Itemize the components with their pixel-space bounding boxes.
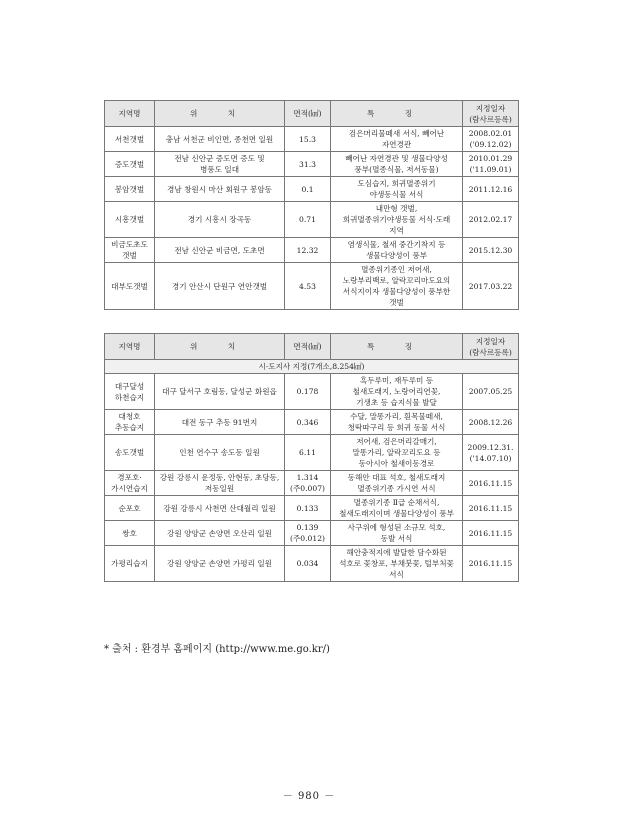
table-row xyxy=(105,374,519,410)
cell-size: 0.178 xyxy=(285,374,331,410)
table-row xyxy=(105,435,519,471)
cell-location: 대전 동구 추동 91번지 xyxy=(155,410,285,435)
cell-size: 12.32 xyxy=(285,238,331,263)
cell-name: 순포호 xyxy=(105,496,155,521)
cell-name: 비금도초도 갯벌 xyxy=(105,238,155,263)
cell-feature: 멸종위기종 Ⅱ급 순채서식, 철새도래지이며 생물다양성이 풍부 xyxy=(331,496,463,521)
cell-date: 2007.05.25 xyxy=(463,374,519,410)
cell-feature: 염생식물, 철새 중간기착지 등 생물다양성이 풍부 xyxy=(331,238,463,263)
table-row xyxy=(105,177,519,202)
cell-name: 대청호 추동습지 xyxy=(105,410,155,435)
cell-size: 0.034 xyxy=(285,546,331,582)
cell-name: 가평리습지 xyxy=(105,546,155,582)
cell-name: 경포호· 가시연습지 xyxy=(105,471,155,496)
cell-date: 2009.12.31. ('14.07.10) xyxy=(463,435,519,471)
header-size: 면적(㎢) xyxy=(285,334,331,360)
cell-size: 31.3 xyxy=(285,152,331,177)
cell-date: 2016.11.15 xyxy=(463,471,519,496)
cell-feature: 내만형 갯벌, 희귀멸종위기야생동물 서식·도래 지역 xyxy=(331,202,463,238)
page-number: － 980 － xyxy=(282,791,336,802)
cell-size: 6.11 xyxy=(285,435,331,471)
table-row xyxy=(105,152,519,177)
cell-location: 경기 안산시 단원구 연안갯벌 xyxy=(155,263,285,310)
table-row xyxy=(105,410,519,435)
table-row xyxy=(105,238,519,263)
cell-name: 대부도갯벌 xyxy=(105,263,155,310)
table-row xyxy=(105,263,519,310)
cell-location: 경기 시흥시 장곡동 xyxy=(155,202,285,238)
cell-date: 2008.02.01 ('09.12.02) xyxy=(463,127,519,152)
cell-name: 대구달성 하천습지 xyxy=(105,374,155,410)
header-location: 위 치 xyxy=(155,101,285,127)
cell-location: 충남 서천군 비인면, 종천면 일원 xyxy=(155,127,285,152)
table-row xyxy=(105,521,519,546)
cell-name: 시흥갯벌 xyxy=(105,202,155,238)
cell-date: 2016.11.15 xyxy=(463,546,519,582)
header-area-name: 지역명 xyxy=(105,334,155,360)
header-size: 면적(㎢) xyxy=(285,101,331,127)
cell-date: 2016.11.15 xyxy=(463,521,519,546)
cell-date: 2017.03.22 xyxy=(463,263,519,310)
cell-name: 봉암갯벌 xyxy=(105,177,155,202)
header-location: 위 치 xyxy=(155,334,285,360)
cell-name: 증도갯벌 xyxy=(105,152,155,177)
table-row xyxy=(105,471,519,496)
cell-location: 대구 달서구 호림동, 달성군 화원읍 xyxy=(155,374,285,410)
cell-feature: 동해안 대표 석호, 철새도래지 멸종위기종 가시연 서식 xyxy=(331,471,463,496)
cell-date: 2008.12.26 xyxy=(463,410,519,435)
cell-feature: 흑두루미, 재두루미 등 철새도래지, 노랑어리연꽃, 기생초 등 습지식물 발달 xyxy=(331,374,463,410)
cell-size: 0.139 (주0.012) xyxy=(285,521,331,546)
cell-size: 0.346 xyxy=(285,410,331,435)
cell-date: 2016.11.15 xyxy=(463,496,519,521)
cell-size: 0.71 xyxy=(285,202,331,238)
cell-size: 4.53 xyxy=(285,263,331,310)
header-area-name: 지역명 xyxy=(105,101,155,127)
cell-size: 15.3 xyxy=(285,127,331,152)
cell-date: 2011.12.16 xyxy=(463,177,519,202)
cell-feature: 도심습지, 희귀멸종위기 야생동식물 서식 xyxy=(331,177,463,202)
header-feature: 특 징 xyxy=(331,101,463,127)
cell-location: 전남 신안군 증도면 증도 및 병풍도 일대 xyxy=(155,152,285,177)
cell-name: 서천갯벌 xyxy=(105,127,155,152)
cell-location: 전남 신안군 비금면, 도초면 xyxy=(155,238,285,263)
cell-location: 경남 창원시 마산 회원구 봉암동 xyxy=(155,177,285,202)
cell-name: 송도갯벌 xyxy=(105,435,155,471)
wetland-table-2 xyxy=(104,333,519,582)
table-row xyxy=(105,546,519,582)
cell-feature: 사구위에 형성된 소규모 석호, 동발 서식 xyxy=(331,521,463,546)
cell-size: 0.1 xyxy=(285,177,331,202)
cell-date: 2015.12.30 xyxy=(463,238,519,263)
table-row xyxy=(105,127,519,152)
cell-location: 강원 강릉시 운정동, 안현동, 초당동, 저동일원 xyxy=(155,471,285,496)
cell-size: 1.314 (주0.007) xyxy=(285,471,331,496)
header-date: 지정일자 (람사르등록) xyxy=(463,101,519,127)
cell-date: 2012.02.17 xyxy=(463,202,519,238)
cell-feature: 저어새, 검은머리갈매기, 말똥가리, 알락꼬리도요 등 동아시아 철새이동경로 xyxy=(331,435,463,471)
cell-date: 2010.01.29 ('11.09.01) xyxy=(463,152,519,177)
header-feature: 특 징 xyxy=(331,334,463,360)
cell-name: 쌍호 xyxy=(105,521,155,546)
cell-location: 강원 양양군 손양면 가평리 일원 xyxy=(155,546,285,582)
cell-feature: 수달, 말똥가리, 흰목물떼새, 청딱따구리 등 희귀 동물 서식 xyxy=(331,410,463,435)
cell-feature: 해안충적지에 발달한 담수화된 석호로 꽃창포, 부채붓꽃, 털부처꽃 서식 xyxy=(331,546,463,582)
section-band: 시·도지사 지정(7개소,8.254㎢) xyxy=(105,360,519,374)
cell-feature: 빼어난 자연경관 및 생물다양성 풍부(멸종식물, 저서동물) xyxy=(331,152,463,177)
cell-size: 0.133 xyxy=(285,496,331,521)
table-row xyxy=(105,202,519,238)
cell-feature: 검은머리물떼새 서식, 빼어난 자연경관 xyxy=(331,127,463,152)
table-row xyxy=(105,496,519,521)
cell-location: 인천 연수구 송도동 일원 xyxy=(155,435,285,471)
cell-location: 강원 양양군 손양면 오산리 일원 xyxy=(155,521,285,546)
cell-feature: 멸종위기종인 저어새, 노랑부리백로, 알락꼬리마도요의 서식지이자 생물다양성이 풍부한 갯벌 xyxy=(331,263,463,310)
header-date: 지정일자 (람사르등록) xyxy=(463,334,519,360)
source-note: * 출처 : 환경부 홈페이지 (http://www.me.go.kr/) xyxy=(104,644,330,655)
wetland-table-1 xyxy=(104,100,519,310)
cell-location: 강원 강릉시 사천면 산대월리 일원 xyxy=(155,496,285,521)
